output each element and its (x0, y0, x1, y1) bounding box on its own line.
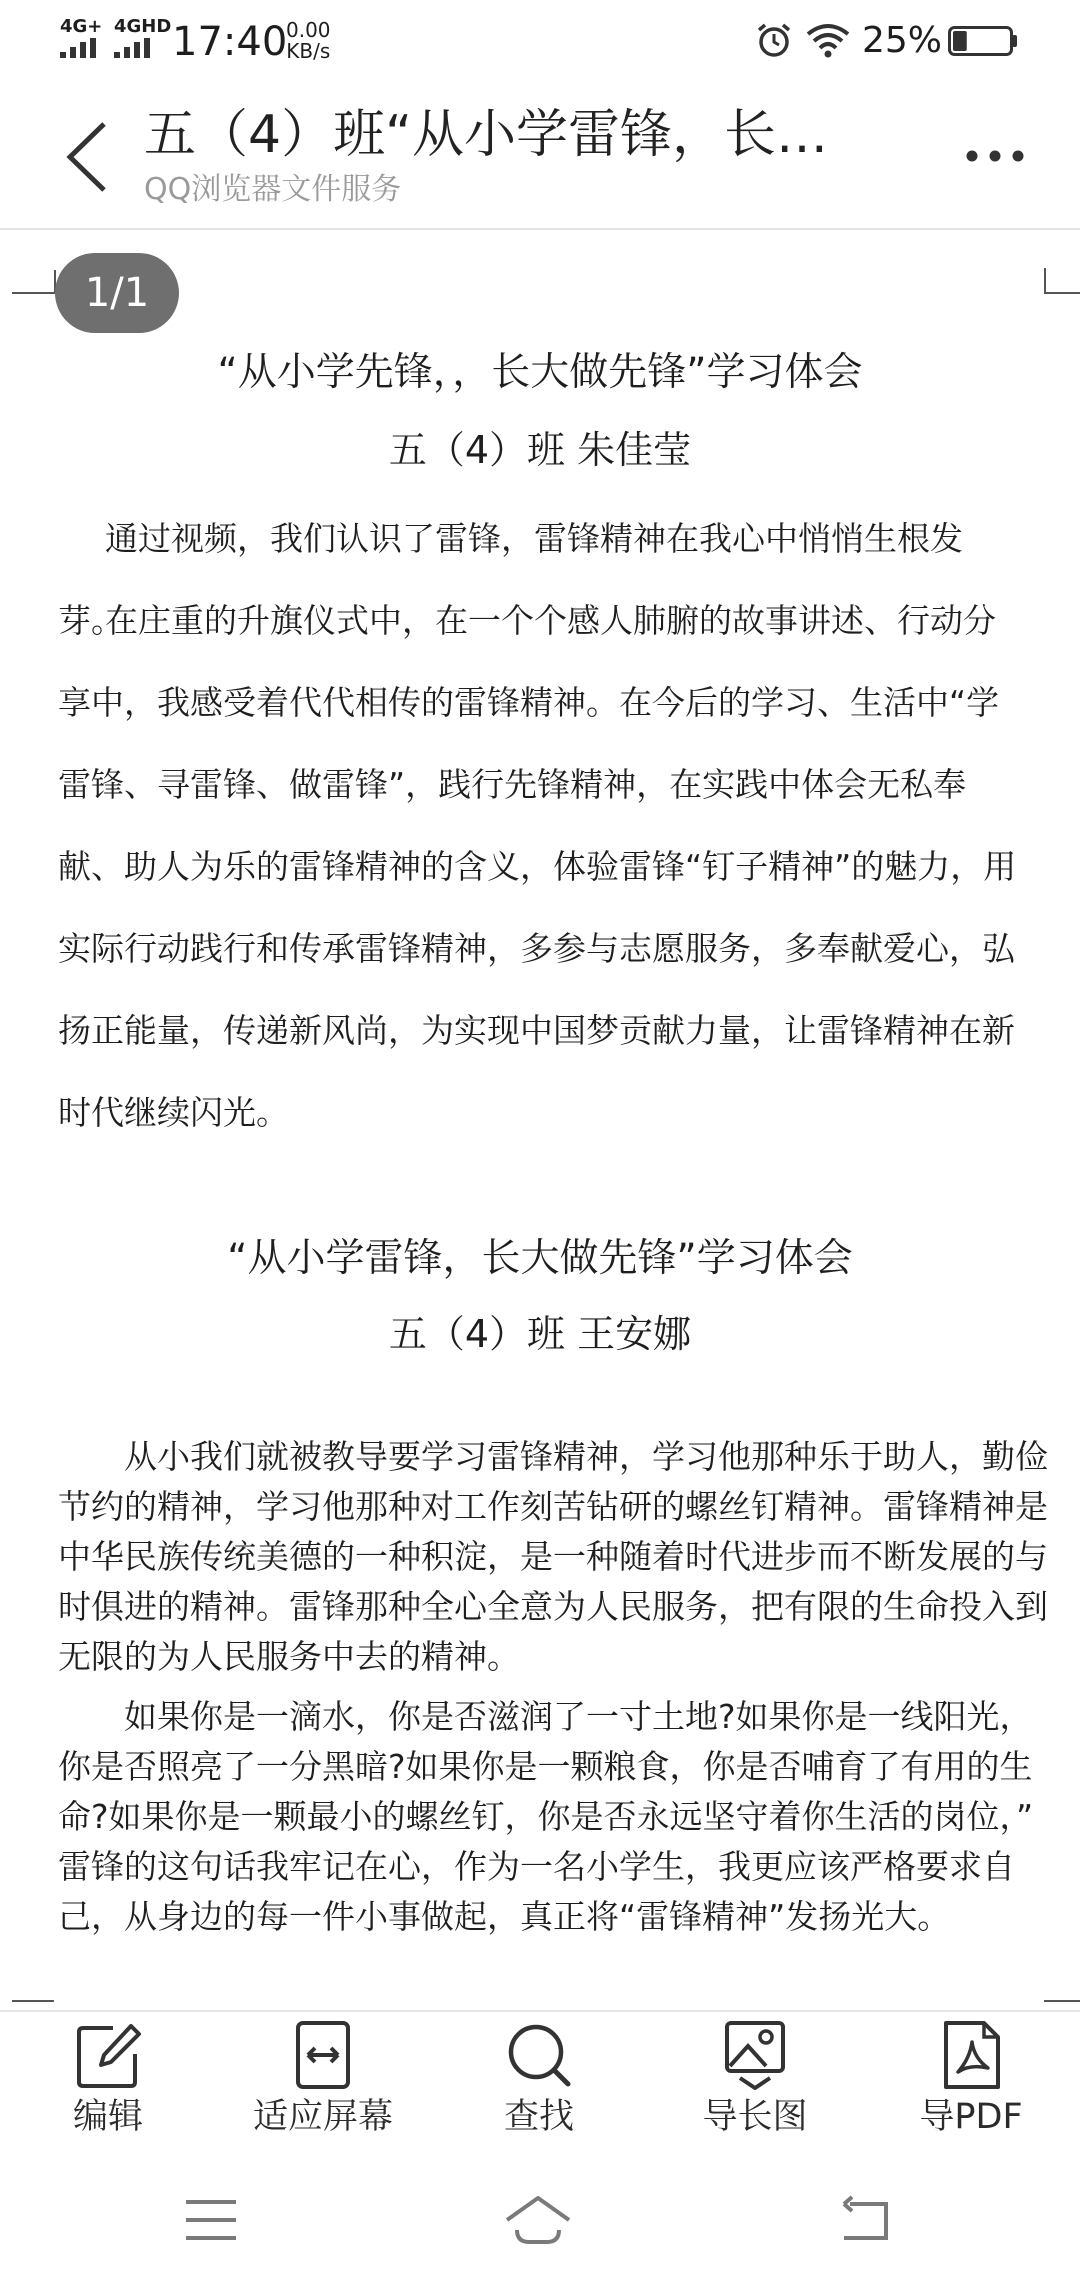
section1-title: “从小学先锋，，长大做先锋”学习体会 (217, 350, 863, 395)
battery-percentage: 25% (862, 20, 943, 61)
signal-bars-1-icon (60, 38, 102, 58)
clock: 17:40 (172, 19, 288, 65)
network-label-2: 4GHD (114, 16, 172, 37)
more-icon[interactable] (964, 146, 1026, 166)
home-icon[interactable] (503, 2190, 573, 2250)
section1-paragraph: 在庄重的升旗仪式中，在一个个感人肺腑的故事讲述、行动分享中，我感受着代代相传的雷锋精神。在今后的学习、生活中“学雷锋、寻雷锋、做雷锋”，践行先锋精神，在实践中体会无私奉献、助人为乐的雷锋精神的含义，体验雷锋“钉子精神”的魅力，用实际行动践行和传承雷锋精神，多参与志愿服务，多奉献爱心，弘扬正能量，传递新风尚，为实现中国梦贡献力量，让雷锋精神在新时代继续闪光。 (58, 601, 1017, 1132)
pdf-icon (936, 2020, 1006, 2090)
long-image-icon (720, 2020, 790, 2090)
crop-mark (12, 292, 54, 294)
bottom-toolbar (0, 2010, 1080, 2162)
section1-author: 五（4）班 朱佳莹 (388, 428, 692, 472)
status-bar (0, 0, 1080, 84)
fit-screen-icon (288, 2020, 358, 2090)
back-icon[interactable] (64, 120, 108, 194)
crop-mark (1044, 2000, 1080, 2002)
section2-paragraph: 从小我们就被教导要学习雷锋精神，学习他那种乐于助人，勤俭节约的精神，学习他那种对工作刻苦钻研的螺丝钉精神。雷锋精神是中华民族传统美德的一种积淀，是一种随着时代进步而不断发展的与时俱进的精神。雷锋那种全心全意为人民服务，把有限的生命投入到无限的为人民服务中去的精神。 (58, 1437, 1048, 1676)
speed-unit: KB/s (286, 39, 331, 63)
wifi-icon (806, 22, 850, 58)
network-label-1: 4G+ (60, 16, 103, 37)
battery-icon (948, 26, 1018, 56)
page-indicator: 1/1 (55, 253, 179, 333)
export-pdf-button[interactable] (871, 2020, 1071, 2140)
network-speed (286, 20, 331, 62)
edit-icon (73, 2020, 143, 2090)
export-pdf-label: 导PDF (919, 2097, 1023, 2137)
section2-paragraph: 如果你是一滴水，你是否滋润了一寸土地?如果你是一线阳光，你是否照亮了一分黑暗?如果你是一颗粮食，你是否哺育了有用的生命?如果你是一颗最小的螺丝钉，你是否永远坚守着你生活的岗位，” 雷锋的这句话我牢记在心，作为一名小学生，我更应该严格要求自己，从身边的每一件小事做起，真正将“雷锋精神”发扬光大。 (58, 1697, 1034, 1936)
document-title: 五（4）班“从小学雷锋，长… (144, 105, 829, 165)
edit-button[interactable] (8, 2020, 208, 2140)
crop-mark (1044, 292, 1080, 294)
export-long-image-label: 导长图 (702, 2097, 808, 2137)
menu-icon[interactable] (176, 2190, 246, 2250)
title-bar (0, 84, 1080, 230)
find-label: 查找 (503, 2097, 574, 2137)
export-long-image-button[interactable] (655, 2020, 855, 2140)
signal-bars-2-icon (114, 38, 171, 58)
fit-screen-label: 适应屏幕 (252, 2097, 393, 2137)
section1-paragraph: 通过视频，我们认识了雷锋，雷锋精神在我心中悄悄生根发芽。 (58, 519, 963, 640)
crop-mark (1044, 268, 1046, 292)
section2-author: 五（4）班 王安娜 (388, 1312, 692, 1356)
search-icon (504, 2020, 574, 2090)
alarm-icon (756, 22, 792, 58)
document-source: QQ浏览器文件服务 (144, 172, 402, 207)
network-indicator-2 (114, 18, 171, 58)
edit-label: 编辑 (72, 2097, 143, 2137)
network-indicator-1 (60, 18, 102, 58)
return-icon[interactable] (830, 2190, 900, 2250)
crop-mark (12, 2000, 54, 2002)
document-view[interactable] (0, 230, 1080, 2010)
find-button[interactable] (439, 2020, 639, 2140)
speed-value: 0.00 (286, 18, 331, 42)
system-nav-bar (0, 2160, 1080, 2280)
section2-title: “从小学雷锋，长大做先锋”学习体会 (227, 1236, 853, 1281)
fit-screen-button[interactable] (223, 2020, 423, 2140)
